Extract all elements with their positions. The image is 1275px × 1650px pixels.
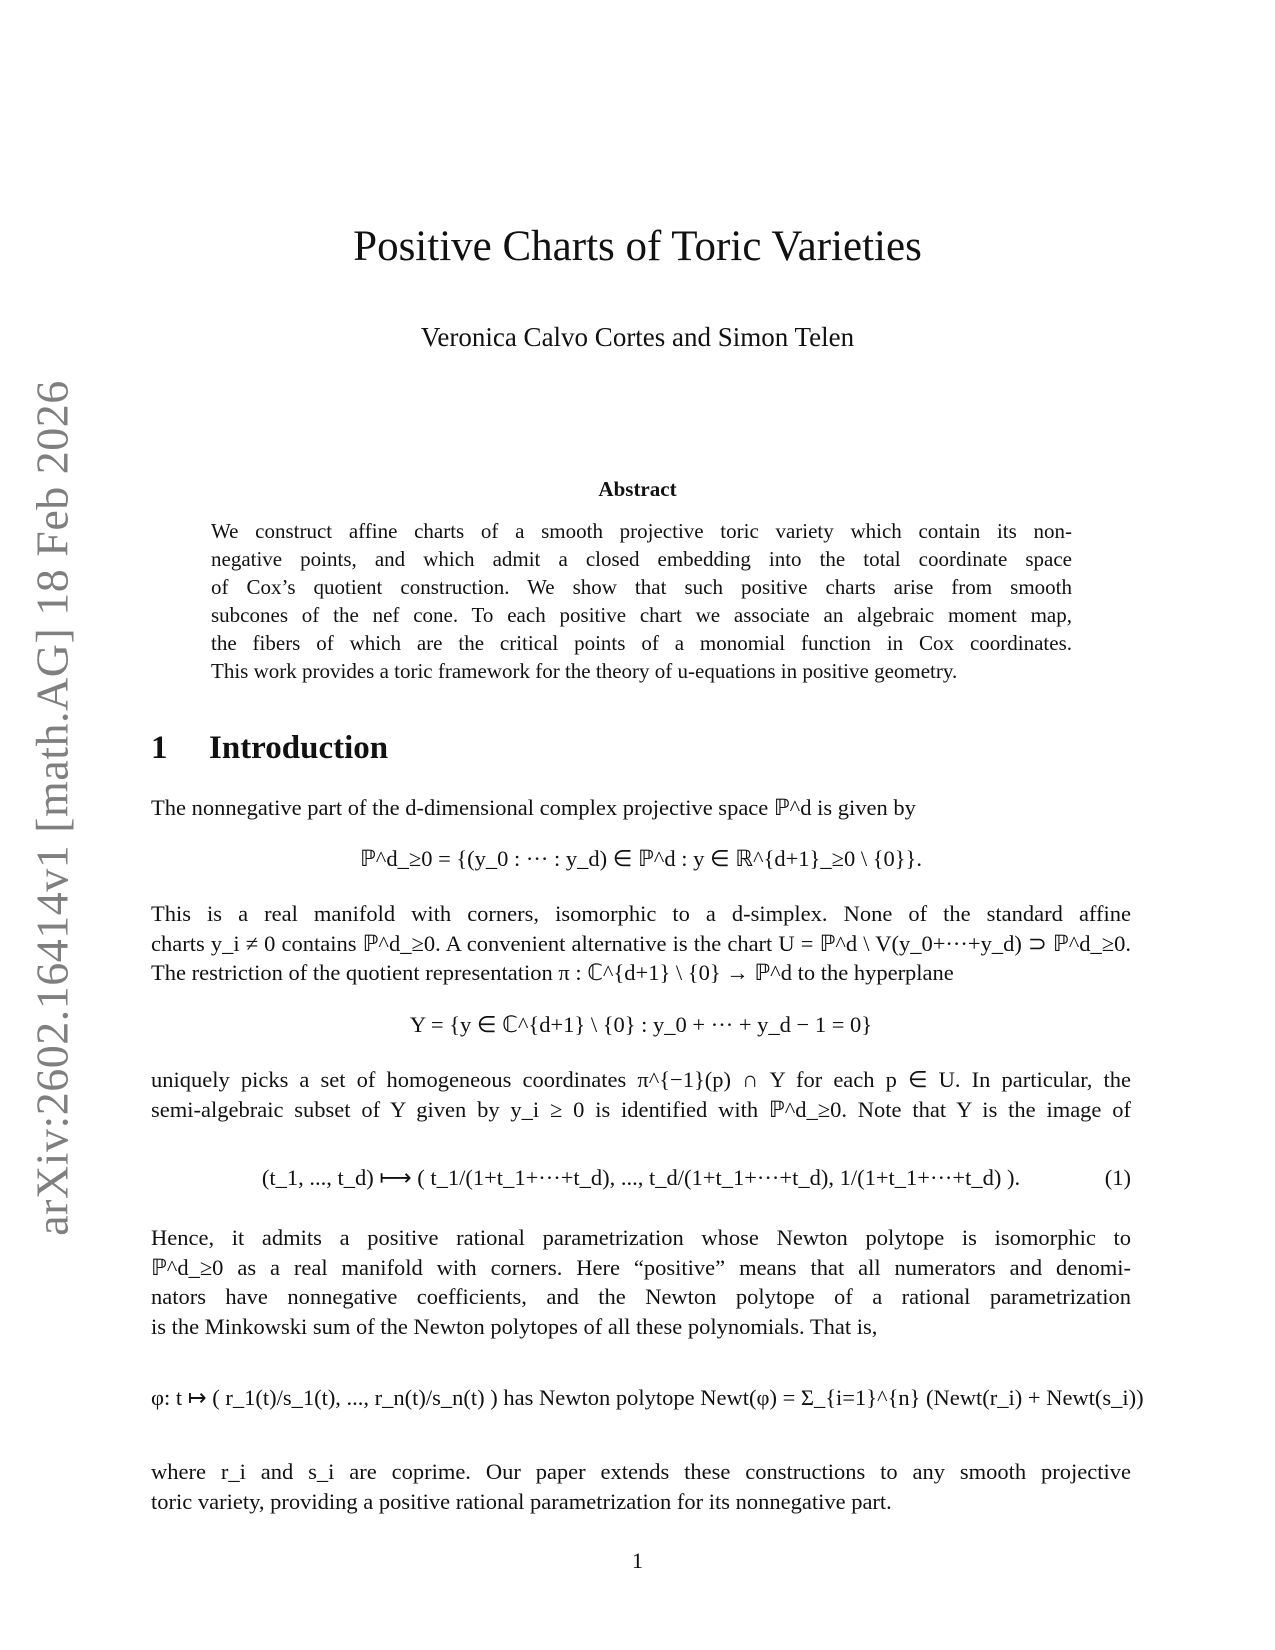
- paper-title: Positive Charts of Toric Varieties: [353, 223, 922, 270]
- paragraph-3: [151, 1065, 1131, 1124]
- equation-1-body: (t_1, ..., t_d) ⟼ ( t_1/(1+t_1+···+t_d), ..., t_d/(1+t_1+···+t_d), 1/(1+t_1+···+t_d) ).: [261, 1165, 1021, 1190]
- paragraph-line: charts y_i ≠ 0 contains ℙ^d_≥0. A convenient alternative is the chart U = ℙ^d \ V(y_0+···+y_d) ⊃ ℙ^d_≥0.: [151, 930, 1131, 956]
- section-heading: [151, 728, 388, 768]
- abstract-line: negative points, and which admit a closed embedding into the total coordinate space: [211, 547, 1072, 571]
- abstract-line: subcones of the nef cone. To each positive chart we associate an algebraic moment map,: [211, 603, 1072, 627]
- paragraph-line: toric variety, providing a positive rational parametrization for its nonnegative part.: [151, 1488, 892, 1514]
- paper-authors: Veronica Calvo Cortes and Simon Telen: [420, 322, 855, 352]
- paragraph-line: is the Minkowski sum of the Newton polytopes of all these polynomials. That is,: [151, 1313, 878, 1339]
- paragraph-line: uniquely picks a set of homogeneous coordinates π^{−1}(p) ∩ Y for each p ∈ U. In particular, the: [151, 1067, 1131, 1092]
- abstract-line: We construct affine charts of a smooth projective toric variety which contain its non-: [211, 519, 1072, 543]
- paragraph-line: where r_i and s_i are coprime. Our paper extends these constructions to any smooth projective: [151, 1459, 1131, 1484]
- paragraph-4: [151, 1223, 1131, 1341]
- abstract-body: [211, 517, 1072, 685]
- equation-1: [151, 1150, 1131, 1206]
- equation-hyperplane-Y: Y = {y ∈ ℂ^{d+1} \ {0} : y_0 + ··· + y_d − 1 = 0}: [409, 1012, 873, 1037]
- equation-nonnegative-part: ℙ^d_≥0 = {(y_0 : ··· : y_d) ∈ ℙ^d : y ∈ ℝ^{d+1}_≥0 \ {0}}.: [360, 846, 922, 871]
- paragraph-line: semi-algebraic subset of Y given by y_i ≥ 0 is identified with ℙ^d_≥0. Note that Y is the image of: [151, 1096, 1131, 1122]
- paragraph-1: The nonnegative part of the d-dimensional complex projective space ℙ^d is given by: [151, 795, 916, 820]
- section-title: Introduction: [209, 730, 389, 766]
- abstract-line: of Cox’s quotient construction. We show that such positive charts arise from smooth: [211, 575, 1072, 599]
- paragraph-line: nators have nonnegative coefficients, and the Newton polytope of a rational parametrization: [151, 1284, 1131, 1309]
- paragraph-5: [151, 1457, 1131, 1516]
- paragraph-line: ℙ^d_≥0 as a real manifold with corners. Here “positive” means that all numerators and denomi-: [151, 1254, 1131, 1280]
- paragraph-2: [151, 899, 1131, 988]
- paragraph-line: This is a real manifold with corners, isomorphic to a d-simplex. None of the standard affine: [151, 901, 1131, 926]
- equation-1-number: (1): [1104, 1165, 1131, 1190]
- section-number: 1: [151, 730, 168, 766]
- paragraph-line: Hence, it admits a positive rational parametrization whose Newton polytope is isomorphic to: [151, 1225, 1131, 1250]
- abstract-line: the fibers of which are the critical points of a monomial function in Cox coordinates.: [211, 631, 1072, 655]
- arxiv-identifier-stamp: arXiv:2602.16414v1 [math.AG] 18 Feb 2026: [26, 380, 78, 1236]
- paragraph-line: The restriction of the quotient representation π : ℂ^{d+1} \ {0} → ℙ^d to the hyperplane: [151, 960, 954, 985]
- equation-newton-polytope: φ: t ↦ ( r_1(t)/s_1(t), ..., r_n(t)/s_n(t) ) has Newton polytope Newt(φ) = Σ_{i=1}^{n} (Newt(r_i) + Newt(s_i)): [151, 1385, 1144, 1410]
- abstract-heading: Abstract: [598, 477, 677, 501]
- page-number: 1: [631, 1548, 644, 1573]
- abstract-line: This work provides a toric framework for the theory of u-equations in positive geometry.: [211, 659, 958, 683]
